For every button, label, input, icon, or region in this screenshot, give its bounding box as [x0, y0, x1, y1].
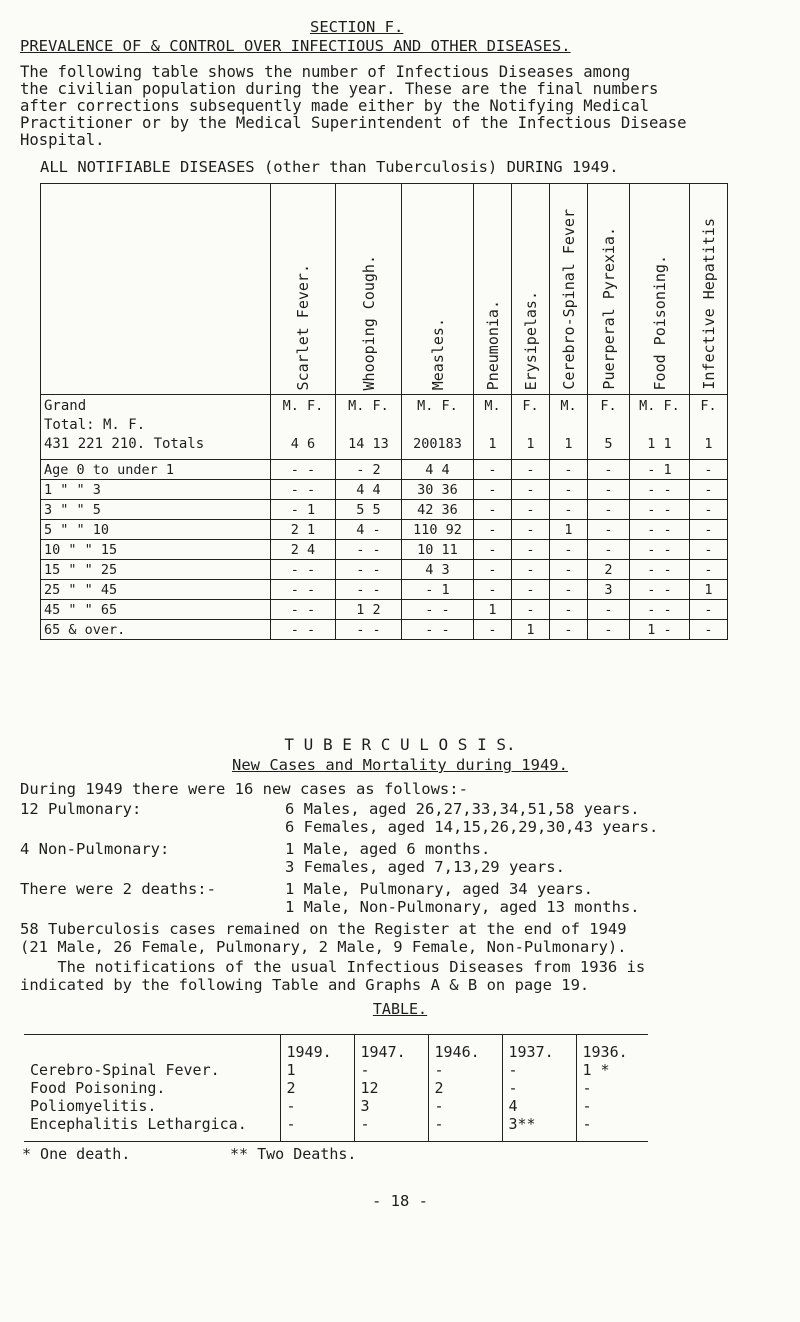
table-cell: 4 -	[336, 520, 402, 540]
total-cell: F. 1	[690, 395, 728, 460]
table-cell: - 1	[402, 580, 474, 600]
table-cell: -	[550, 500, 588, 520]
page-title: PREVALENCE OF & CONTROL OVER INFECTIOUS AND OTHER DISEASES.	[20, 37, 571, 55]
col-cerebro-spinal-fever: Cerebro-Spinal Fever	[550, 184, 588, 395]
table-cell: -	[588, 500, 630, 520]
year-header: 1949.	[280, 1035, 354, 1062]
table-cell: - -	[402, 600, 474, 620]
table-row	[41, 620, 728, 640]
table-cell: - -	[336, 580, 402, 600]
table-cell: - -	[271, 600, 336, 620]
col-measles: Measles.	[402, 184, 474, 395]
total-cell: M. F. 1 1	[630, 395, 690, 460]
table-cell: -	[588, 600, 630, 620]
table-cell: -	[512, 500, 550, 520]
page-number: - 18 -	[372, 1192, 428, 1210]
table-cell: - -	[336, 620, 402, 640]
table-cell: -	[354, 1115, 428, 1142]
age-group-label: 10 " " 15	[41, 540, 271, 560]
tb-pulmonary-label: 12 Pulmonary:	[20, 800, 142, 818]
table-cell: 2	[280, 1079, 354, 1097]
table-cell: -	[512, 460, 550, 480]
table-cell: 2 1	[271, 520, 336, 540]
table-cell: 4 3	[402, 560, 474, 580]
col-infective-hepatitis: Infective Hepatitis	[690, 184, 728, 395]
table-cell: -	[690, 460, 728, 480]
table-row	[41, 520, 728, 540]
table-cell: -	[550, 480, 588, 500]
table-cell: 10 11	[402, 540, 474, 560]
col-puerperal-pyrexia: Puerperal Pyrexia.	[588, 184, 630, 395]
table-cell: -	[690, 500, 728, 520]
table-cell: -	[474, 560, 512, 580]
table-cell: -	[588, 460, 630, 480]
age-group-label: 45 " " 65	[41, 600, 271, 620]
year-header: 1936.	[576, 1035, 648, 1062]
age-group-label: 3 " " 5	[41, 500, 271, 520]
table-cell: -	[690, 540, 728, 560]
table-row	[41, 500, 728, 520]
table-cell: - -	[271, 620, 336, 640]
disease-name: Encephalitis Lethargica.	[30, 1115, 247, 1133]
notifications-line1: The notifications of the usual Infectious Diseases from 1936 is	[20, 958, 646, 976]
header-blank	[24, 1035, 280, 1062]
tb-register-line1: 58 Tuberculosis cases remained on the Register at the end of 1949	[20, 920, 627, 938]
year-header: 1937.	[502, 1035, 576, 1062]
table-cell: -	[428, 1115, 502, 1142]
tb-deaths-label: There were 2 deaths:-	[20, 880, 216, 898]
col-pneumonia: Pneumonia.	[474, 184, 512, 395]
disease-name: Poliomyelitis.	[30, 1097, 157, 1115]
disease-name: Food Poisoning.	[30, 1079, 166, 1097]
table-cell: 1	[550, 520, 588, 540]
total-cell: M. 1	[474, 395, 512, 460]
table-cell: 3	[354, 1097, 428, 1115]
col-food-poisoning: Food Poisoning.	[630, 184, 690, 395]
table-cell: -	[588, 520, 630, 540]
table-cell: -	[428, 1097, 502, 1115]
table-cell: -	[502, 1079, 576, 1097]
table-cell: -	[588, 480, 630, 500]
table-cell: 1 *	[576, 1061, 648, 1079]
table-row	[41, 460, 728, 480]
table-row	[41, 580, 728, 600]
table-cell: 1	[280, 1061, 354, 1079]
table-cell: 4	[502, 1097, 576, 1115]
table-cell: - 2	[336, 460, 402, 480]
table-cell: -	[354, 1061, 428, 1079]
table-cell: 3**	[502, 1115, 576, 1142]
table-header-row	[24, 1035, 648, 1062]
tb-nonpulmonary-females: 3 Females, aged 7,13,29 years.	[285, 858, 565, 876]
table-cell: -	[474, 500, 512, 520]
footnote-one-death: * One death.	[22, 1145, 131, 1163]
tb-nonpulmonary-male: 1 Male, aged 6 months.	[285, 840, 491, 858]
year-header: 1946.	[428, 1035, 502, 1062]
table-row	[41, 560, 728, 580]
table-cell: -	[474, 580, 512, 600]
table-cell: 1 2	[336, 600, 402, 620]
age-group-label: Age 0 to under 1	[41, 460, 271, 480]
table-cell: 12	[354, 1079, 428, 1097]
total-cell: F. 1	[512, 395, 550, 460]
table-row	[41, 600, 728, 620]
table-cell: - -	[271, 480, 336, 500]
age-group-label: 1 " " 3	[41, 480, 271, 500]
table-cell: -	[474, 480, 512, 500]
total-cell: M. F. 14 13	[336, 395, 402, 460]
table-row	[24, 1079, 648, 1097]
disease-name: Cerebro-Spinal Fever.	[30, 1061, 220, 1079]
table-cell: -	[428, 1061, 502, 1079]
table-cell: - -	[271, 460, 336, 480]
total-cell: F. 5	[588, 395, 630, 460]
grand-total-row	[41, 395, 728, 460]
table-cell: -	[550, 460, 588, 480]
table-cell: - -	[630, 480, 690, 500]
col-erysipelas: Erysipelas.	[512, 184, 550, 395]
tb-pulmonary-females: 6 Females, aged 14,15,26,29,30,43 years.	[285, 818, 659, 836]
table-cell: 1	[512, 620, 550, 640]
table-cell: 1 -	[630, 620, 690, 640]
notifications-table	[24, 1034, 648, 1142]
table-cell: -	[690, 480, 728, 500]
tb-death-1: 1 Male, Pulmonary, aged 34 years.	[285, 880, 593, 898]
table-cell: -	[690, 620, 728, 640]
table-cell: -	[576, 1079, 648, 1097]
table-cell: -	[512, 540, 550, 560]
table-cell: -	[690, 560, 728, 580]
tb-death-2: 1 Male, Non-Pulmonary, aged 13 months.	[285, 898, 640, 916]
total-cell: M. F. 200183	[402, 395, 474, 460]
table-cell: -	[550, 560, 588, 580]
table-cell: - 1	[271, 500, 336, 520]
table-cell: - -	[271, 580, 336, 600]
intro-paragraph: The following table shows the number of Infectious Diseases among the civilian population during the year. These are the final numbers after corrections subsequently made either by the Notifying Medical Practitioner or by the Medical Superintendent of the Infectious Disease Hospital.	[20, 63, 687, 149]
table-cell: 4 4	[336, 480, 402, 500]
table-cell: - -	[336, 540, 402, 560]
total-cell: M. 1	[550, 395, 588, 460]
table-row	[24, 1097, 648, 1115]
table-cell: -	[550, 620, 588, 640]
tb-nonpulmonary-label: 4 Non-Pulmonary:	[20, 840, 170, 858]
col-whooping-cough: Whooping Cough.	[336, 184, 402, 395]
footnote-two-deaths: ** Two Deaths.	[230, 1145, 357, 1163]
table-cell: 2	[428, 1079, 502, 1097]
table-cell: - -	[271, 560, 336, 580]
table-cell: - -	[336, 560, 402, 580]
table-cell: - -	[630, 560, 690, 580]
notifiable-diseases-table	[40, 183, 728, 640]
table-cell: -	[474, 520, 512, 540]
table-cell: 30 36	[402, 480, 474, 500]
table-cell: 42 36	[402, 500, 474, 520]
table-cell: 5 5	[336, 500, 402, 520]
table-cell: - -	[630, 580, 690, 600]
table-cell: -	[690, 600, 728, 620]
section-heading: SECTION F.	[310, 18, 404, 36]
table-cell: -	[550, 580, 588, 600]
table-row	[24, 1061, 648, 1079]
table-cell: -	[474, 460, 512, 480]
table-row	[24, 1115, 648, 1142]
table-cell: -	[550, 540, 588, 560]
year-header: 1947.	[354, 1035, 428, 1062]
table-cell: -	[280, 1115, 354, 1142]
table-header-row	[41, 184, 728, 395]
table-row	[41, 540, 728, 560]
tb-register-line2: (21 Male, 26 Female, Pulmonary, 2 Male, 9 Female, Non-Pulmonary).	[20, 938, 627, 956]
table-cell: -	[280, 1097, 354, 1115]
table-cell: 1	[474, 600, 512, 620]
table-cell: - 1	[630, 460, 690, 480]
col-scarlet-fever: Scarlet Fever.	[271, 184, 336, 395]
age-group-label: 5 " " 10	[41, 520, 271, 540]
tb-intro: During 1949 there were 16 new cases as follows:-	[20, 780, 468, 798]
table-row	[41, 480, 728, 500]
table-cell: - -	[402, 620, 474, 640]
header-blank	[41, 184, 271, 395]
table-cell: -	[588, 620, 630, 640]
table-title: ALL NOTIFIABLE DISEASES (other than Tuberculosis) DURING 1949.	[40, 158, 619, 176]
table-cell: - -	[630, 500, 690, 520]
table-cell: -	[512, 560, 550, 580]
table-cell: -	[690, 520, 728, 540]
table-cell: 1	[690, 580, 728, 600]
table-cell: -	[512, 600, 550, 620]
table-cell: -	[512, 520, 550, 540]
tb-pulmonary-males: 6 Males, aged 26,27,33,34,51,58 years.	[285, 800, 640, 818]
table-cell: -	[576, 1097, 648, 1115]
table-cell: -	[512, 480, 550, 500]
table-cell: - -	[630, 520, 690, 540]
table-cell: 4 4	[402, 460, 474, 480]
age-group-label: 65 & over.	[41, 620, 271, 640]
table-cell: -	[576, 1115, 648, 1142]
table-cell: -	[474, 540, 512, 560]
small-table-title: TABLE.	[372, 1000, 428, 1018]
table-cell: -	[502, 1061, 576, 1079]
age-group-label: 25 " " 45	[41, 580, 271, 600]
table-cell: -	[550, 600, 588, 620]
table-cell: 110 92	[402, 520, 474, 540]
total-cell: M. F. 4 6	[271, 395, 336, 460]
tb-title: T U B E R C U L O S I S.	[284, 735, 516, 754]
table-cell: -	[588, 540, 630, 560]
table-cell: -	[512, 580, 550, 600]
tb-subtitle: New Cases and Mortality during 1949.	[232, 756, 568, 774]
table-cell: 3	[588, 580, 630, 600]
table-cell: - -	[630, 600, 690, 620]
table-cell: - -	[630, 540, 690, 560]
notifications-line2: indicated by the following Table and Graphs A & B on page 19.	[20, 976, 590, 994]
table-cell: 2 4	[271, 540, 336, 560]
grand-total-label: Grand Total: M. F. 431 221 210. Totals	[41, 395, 271, 460]
table-cell: 2	[588, 560, 630, 580]
age-group-label: 15 " " 25	[41, 560, 271, 580]
table-cell: -	[474, 620, 512, 640]
